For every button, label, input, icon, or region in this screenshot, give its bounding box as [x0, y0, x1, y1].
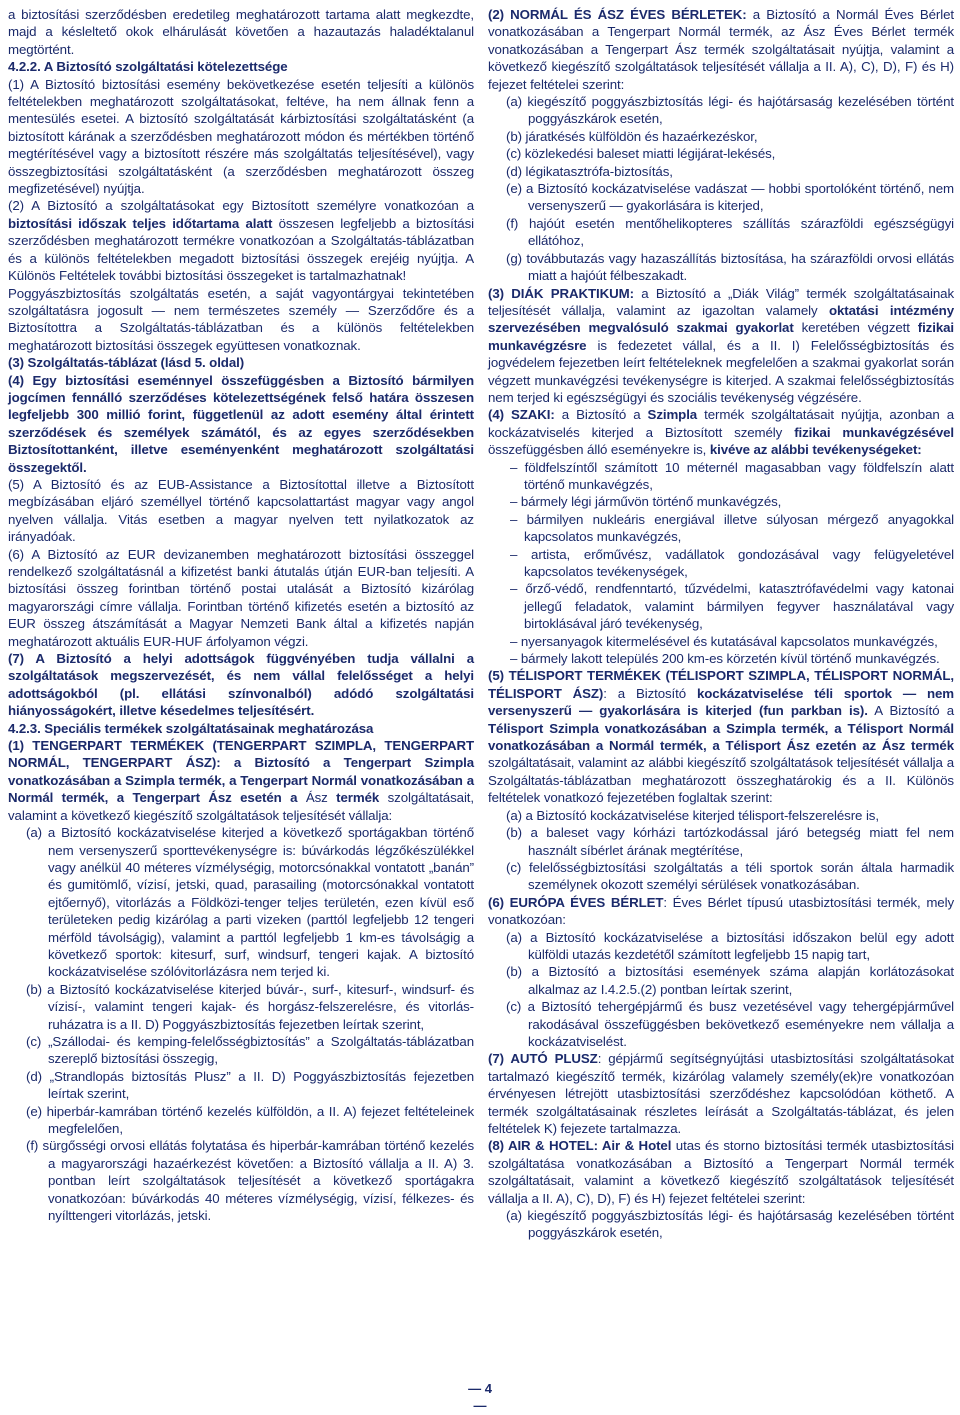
list-item-t-c: (c) felelősségbiztosítási szolgáltatás a téli sportok során általa harmadik személynek okozott személyi sérülések vonatkozásában. [506, 859, 954, 893]
telisport-text-3: szolgáltatásait, valamint az alábbi kiegészítő szolgáltatások teljesítését vállalja a Szolgáltatás-táblázatban meghatározott összeghatárokig és a II. Különös feltételek vonatkozó fejezetében foglaltak szerint: [488, 755, 954, 806]
szaki-heading: (4) SZAKI: [488, 407, 555, 423]
tengerpart-asz: Ász [305, 790, 337, 806]
paragraph-air-hotel [488, 1137, 954, 1207]
list-item-r-c: (c) közlekedési baleset miatti légijárat-lekésés, [506, 146, 776, 162]
paragraph-auto-plusz [488, 1050, 954, 1137]
tengerpart-termek: termék [336, 790, 380, 806]
paragraph-telisport [488, 667, 954, 806]
section-heading-4-2-3: 4.2.3. Speciális termékek szolgáltatásainak meghatározása [8, 720, 374, 736]
list-item-a: (a) a Biztosító kockázatviselése kiterjed a következő sportágakban történő nem versenyszerű sporttevékenységre is: búvárkodás légzőkészülékkel vagy anélkül 40 méteres vízmélységig, motorcsónakkal vontatott „banán” és gumitömlő, vízisí, jetski, quad, parasailing (motorcsónakkal vontatott ejtőernyő), vitorlázás a Földközi-tenger teljes területén, ezen kívül eső területeken pedig kizárólag a parti vizeken (parttól legfeljebb 12 tengeri mérföld távolságig), valamint a parttól legfeljebb 1 km-es távolságig a következő sportok: kitesurf, surf, windsurf, tengeri kajak. A biztosító kockázatviselése szólóvitorlázásra nem terjed ki. [26, 825, 474, 980]
szaki-text-3: összefüggésben álló eseményekre is, [488, 442, 710, 458]
list-item-c: (c) „Szállodai- és kemping-felelősségbiztosítás” a Szolgáltatás-táblázatban szereplő biztosítási összegig, [26, 1033, 474, 1067]
diak-text-1: a Biztosító a „Diák Világ” termék szolgáltatásainak teljesítését vállalja, valamint az igazoltan valamely [488, 285, 954, 318]
paragraph-2 [8, 197, 474, 284]
dash-item-3: – bármilyen nukleáris energiával illetve súlyosan mérgező anyagokkal kapcsolatos munkavégzés, [510, 511, 954, 545]
dash-item-5: – őrző-védő, rendfenntartó, tűzvédelmi, katasztrófavédelmi vagy katonai jellegű feladatok, valamint bármilyen fegyver használatával vagy birtoklásával járó tevékenység, [510, 581, 954, 632]
dash-item-7: – bármely lakott település 200 km-es körzetén kívül történő munkavégzés. [510, 651, 940, 667]
szaki-text-2: termék szolgáltatásait nyújtja, azonban a kockázatviselés kiterjed a Biztosított személy [488, 407, 955, 440]
paragraph-tengerpart [8, 737, 474, 824]
list-item-r-b: (b) járatkésés külföldön és hazaérkezéskor, [506, 128, 758, 144]
paragraph-2-part-a: (2) A Biztosító a szolgáltatásokat egy Biztosított személyre vonatkozóan a [8, 198, 474, 214]
list-item-f: (f) sürgősségi orvosi ellátás folytatása és hiperbár-kamrában történő kezelés a magyarországi hazaérkezést követően: a Biztosító vállalja a II. A) 3. pontban leírt szolgáltatások teljesítését a következő sportágakra vonatkozóan: búvárkodás 40 méteres vízmélységig, vízisí, félkezes- és nyílttengeri vitorlázás, jetski. [26, 1138, 474, 1224]
paragraph-1 [8, 76, 474, 198]
telisport-text-2: A Biztosító a [867, 703, 954, 719]
paragraph-diak [488, 285, 954, 407]
szaki-bold-3: kivéve az alábbi tevékenységeket: [709, 442, 922, 458]
paragraph-7: (7) A Biztosító a helyi adottságok függvényében tudja vállalni a szolgáltatások megszervezését, és nem vállal felelősséget a helyi adottságokból (pl. ellátási színvonalból) adódó szolgáltatási hiányosságokért, illetve késedelmes teljesítésért. [8, 651, 474, 719]
dash-item-4: – artista, erőművész, vadállatok gondozásával vagy felügyeletével kapcsolatos tevékenységek, [510, 546, 954, 579]
paragraph-5: (5) A Biztosító és az EUB-Assistance a Biztosítottal illetve a Biztosított megbízásában eljáró személlyel történő kapcsolattartást magyar vagy angol nyelven vállalja. Vitás esetben a magyar nyelven tett nyilatkozatok az irányadóak. [8, 476, 474, 545]
diak-bold-1: oktatási intézmény szervezésében megvalósuló szakmai gyakorlat [488, 302, 954, 336]
list-item-b: (b) a Biztosító kockázatviselése kiterjed búvár-, surf-, kitesurf-, windsurf- és vízisí-, valamint tengeri kajak- és horgász-felszerelésre, és vitorlás-ruházatra is a II. D) Poggyászbiztosítás fejezetben leírtak szerint, [26, 981, 474, 1032]
paragraph-3-table-ref: (3) Szolgáltatás-táblázat (lásd 5. oldal) [8, 355, 245, 371]
dash-item-1: – földfelszíntől számított 10 méternél magasabban vagy földfelszín alatt történő munkavégzés, [510, 459, 954, 492]
section-heading-4-2-2: 4.2.2. A Biztosító szolgáltatási kötelezettsége [8, 59, 288, 75]
szaki-bold-1: Szimpla [647, 407, 698, 423]
list-item-e-b: (b) a Biztosító a biztosítási események száma alapján korlátozásokat alkalmaz az I.4.2.5.(2) pontban leírtak szerint, [506, 964, 954, 997]
paragraph-2-part-c: összesen legfeljebb a biztosítási szerződésben meghatározott termékre vonatkozóan a Szolgáltatás-táblázatban és a különös feltételekben megadott biztosítási összegek erejéig nyújtja. A Különös Feltételek további biztosítási összegeket is tartalmazhatnak! [8, 215, 474, 284]
list-item-e: (e) hiperbár-kamrában történő kezelés külföldön, a II. A) fejezet feltételeinek megfelelően, [26, 1103, 474, 1136]
list-item-t-b: (b) a baleset vagy kórházi tartózkodással járó betegség miatt fel nem használt síbérlet árának megtérítése, [506, 825, 954, 858]
list-item-r-a: (a) kiegészítő poggyászbiztosítás légi- és hajótársaság kezelésében történt poggyászkárok esetén, [506, 94, 954, 127]
europa-heading: (6) EURÓPA ÉVES BÉRLET [488, 894, 664, 910]
telisport-bold-2: Télisport Szimpla vonatkozásában a Szimpla termék, a Télisport Normál vonatkozásában a Normál termék, a Télisport Ász ezetén az Ász termék [488, 720, 954, 754]
paragraph-luggage: Poggyászbiztosítás szolgáltatás esetén, a saját vagyontárgyai tekintetében szolgáltatásra jogosult — nem természetes személy — Szerződőre és a Biztosítottra a Szolgáltatás-táblázatban és a különös feltételekben meghatározott biztosítási összegek együttesen vonatkoznak. [8, 285, 474, 353]
paragraph-4: (4) Egy biztosítási eseménnyel összefüggésben a Biztosító bármilyen jogcímen fennálló szerződéses kötelezettségének felső határa összesen legfeljebb 300 millió forint, függetlenül az adott esemény által érintett szerződések és személyek számától, és az egyes szerződésekben Biztosítottanként, illetve eseményenként meghatározott szolgáltatási összegektől. [8, 372, 474, 475]
telisport-bold-1: kockázatviselése téli sportok — nem versenyszerű — gyakorlására is kiterjed (fun parkban is). [488, 685, 955, 719]
telisport-heading: (5) TÉLISPORT TERMÉKEK (TÉLISPORT SZIMPLA, TÉLISPORT NORMÁL, TÉLISPORT ÁSZ) [488, 668, 954, 701]
list-item-r-e: (e) a Biztosító kockázatviselése vadászat — hobbi sportolóként történő, nem versenyszerű — gyakorlására is kiterjed, [506, 181, 954, 214]
tengerpart-bold: (1) TENGERPART TERMÉKEK (TENGERPART SZIMPLA, TENGERPART NORMÁL, TENGERPART ÁSZ): a Biztosító a Tengerpart Szimpla vonatkozásában a Szimpla termék, a Tengerpart Normál vonatkozásában a Normál termék, a Tengerpart Ász esetén a [8, 738, 474, 806]
list-item-e-c: (c) a Biztosító tehergépjármű és busz vezetésével vagy tehergépjárművel rakodásával összefüggésben bekövetkező eseményekre nem vállalja a kockázatviselést. [506, 999, 954, 1049]
paragraph-1-part-a: (1) A Biztosító biztosítási esemény bekövetkezése esetén teljesíti a különös feltételekben meghatározott szolgáltatásokat, feltéve, ha nem állnak fenn a mentesülés esetei. [8, 76, 474, 127]
list-item-e-a: (a) a Biztosító kockázatviselése a biztosítási időszakon belül egy adott külföldi utazás kezdetétől számított legfeljebb 15 napig tart, [506, 929, 954, 962]
air-hotel-text: utas és storno biztosítási termék utasbiztosítási szolgáltatása vonatkozásában a Biztosító a Tengerpart Normál termék szolgáltatásait, valamint a következő kiegészítő szolgáltatások teljesítését vállalja a II. A), C), D), F) és H) fejezet feltételei szerint: [488, 1138, 954, 1206]
paragraph-normal-asz [488, 6, 954, 93]
diak-text-2: keretében végzett [793, 320, 918, 336]
diak-heading: (3) DIÁK PRAKTIKUM: [488, 285, 634, 301]
szaki-bold-2: fizikai munkavégzésével [794, 424, 954, 440]
air-hotel-heading: (8) AIR & HOTEL: Air & Hotel [488, 1138, 672, 1154]
dash-item-2: – bármely légi járművön történő munkavégzés, [510, 494, 782, 510]
diak-bold-2: fizikai munkavégzésre [488, 320, 954, 353]
normal-asz-heading: (2) NORMÁL ÉS ÁSZ ÉVES BÉRLETEK: [488, 7, 747, 22]
list-item-ah-a: (a) kiegészítő poggyászbiztosítás légi- és hajótársaság kezelésében történt poggyászkárok esetén, [506, 1208, 954, 1241]
szaki-text-1: a Biztosító a [554, 407, 648, 423]
page-number: — 4 — [468, 1381, 492, 1414]
paragraph-1-part-b: A biztosító szolgáltatását kárbiztosítási szolgáltatásként (a biztosított kárának a szerződésben meghatározott módon és mértékben történő megtérítésével vagy a biztosított részére más szolgáltatás teljesítésével), vagy összegbiztosítási szolgáltatásként (a szerződésben meghatározott összeg megfizetésével) nyújtja. [8, 111, 474, 197]
list-item-r-d: (d) légikatasztrófa-biztosítás, [506, 163, 673, 179]
paragraph-2-bold: biztosítási időszak teljes időtartama alatt [8, 215, 273, 231]
list-item-d: (d) „Strandlopás biztosítás Plusz” a II. D) Poggyászbiztosítás fejezetben leírtak szerint, [26, 1068, 474, 1102]
paragraph-6: (6) A Biztosító az EUR devizanemben meghatározott biztosítási összeggel rendelkező szolgáltatásnál a kifizetést banki átutalás útján EUR-ban teljesíti. A biztosítási összeg forintban történő postai utalását a Biztosító kizárólag magyarországi címre vállalja. Forintban történő kifizetés esetén a biztosító az EUR összeg átszámítását a Magyar Nemzeti Bank által a kifizetés napján meghatározott aktuális EUR-HUF árfolyamon végzi. [8, 546, 474, 649]
paragraph-szaki [488, 406, 954, 458]
auto-plusz-text: : gépjármű segítségnyújtási utasbiztosítási szolgáltatásokat tartalmazó kiegészítő termék, kizárólag valamely személy(ek)re vonatkozóan érvényesen létrejött utasbiztosítási szerződéshez kapcsolódóan köthető. A termék szolgáltatásainak részletes leírását a Szolgáltatás-táblázat, és jelen feltételek K) fejezete tartalmazza. [488, 1051, 954, 1136]
list-item-r-g: (g) továbbutazás vagy hazaszállítás biztosítása, ha szárazföldi orvosi ellátás miatt a hajóút félbeszakadt. [506, 250, 954, 284]
normal-asz-text: a Biztosító a Normál Éves Bérlet vonatkozásában a Tengerpart Normál termék, az Ász Éves Bérlet termék vonatkozásában a Tengerpart Ász termék szolgáltatásait nyújtja, valamint a következő kiegészítő szolgáltatások teljesítését vállalja a II. A), C), D), F) és H) fejezet feltételei szerint: [488, 7, 954, 92]
left-column [8, 6, 474, 1224]
list-item-t-a: (a) a Biztosító kockázatviselése kiterjed télisport-felszerelésre is, [506, 807, 879, 823]
auto-plusz-heading: (7) AUTÓ PLUSZ [488, 1051, 598, 1067]
telisport-text-1: : a Biztosító [603, 685, 697, 701]
dash-item-6: – nyersanyagok kitermelésével és kutatásával kapcsolatos munkavégzés, [510, 633, 938, 649]
europa-text: : Éves Bérlet típusú utasbiztosítási termék, mely vonatkozóan: [488, 894, 954, 928]
intro-paragraph: a biztosítási szerződésben eredetileg meghatározott tartama alatt megkezdte, majd a késleltető okok elhárulását követően a hazautazás haladéktalanul megtörtént. [8, 7, 474, 57]
right-column [488, 6, 954, 1242]
tengerpart-rest: szolgáltatásait, valamint a következő kiegészítő szolgáltatások teljesítését vállalja: [8, 790, 474, 823]
diak-text-3: is fedezetet vállal, és a II. I) Felelősségbiztosítás és jogvédelem fejezetben leírt feltételeknek megfelelően a szakmai gyakorlat során végzett munkavégzési tevékenységre is kiterjed. A szakmai felelősségbiztosítás nem terjed ki egészségügyi és szociális tevékenység végzésére. [488, 337, 954, 405]
paragraph-europa [488, 894, 954, 929]
list-item-r-f: (f) hajóút esetén mentőhelikopteres szállítás szárazföldi egészségügyi ellátóhoz, [506, 215, 954, 249]
